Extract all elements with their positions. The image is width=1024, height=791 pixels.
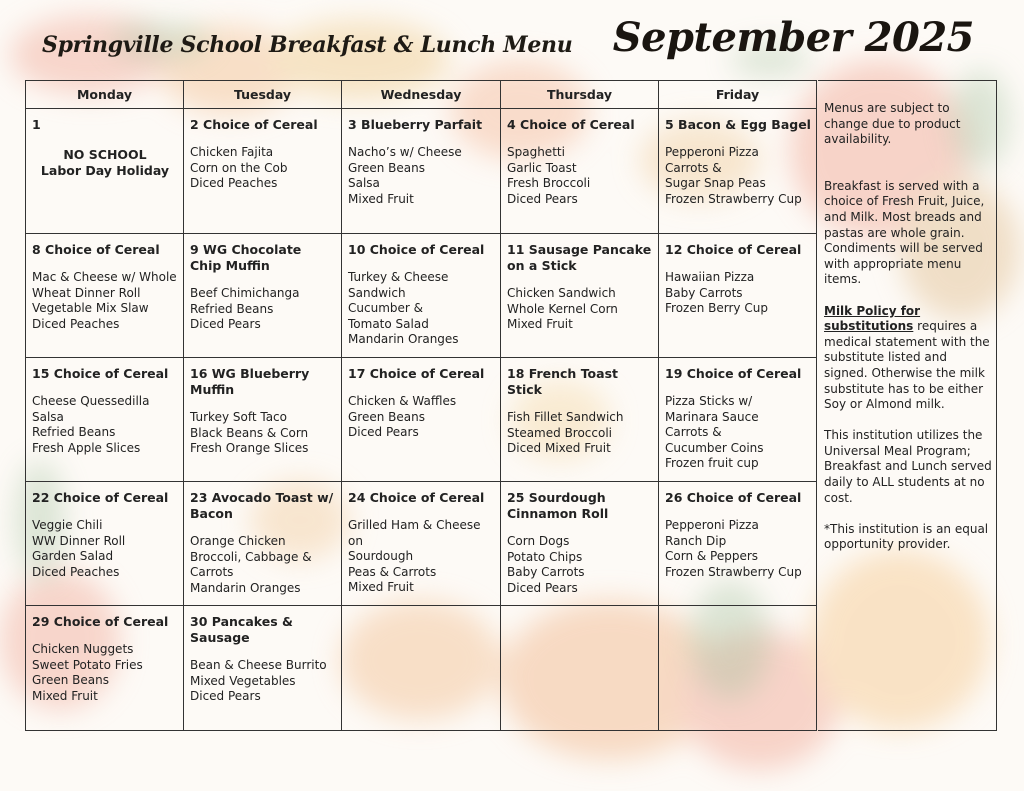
day-cell: [659, 482, 817, 606]
day-cell: [26, 109, 184, 234]
menu-item: Corn & Peppers: [665, 549, 759, 564]
menu-item: Pepperoni Pizza: [665, 145, 759, 159]
menu-item: Chicken & Waffles: [348, 394, 457, 408]
day-title: 4 Choice of Cereal: [507, 117, 635, 132]
day-title: 29 Choice of Cereal: [32, 614, 169, 629]
menu-item: Steamed Broccoli: [507, 425, 613, 440]
day-cell: [184, 482, 342, 606]
menu-items: [665, 270, 811, 317]
availability-notice: Menus are subject to change due to product availability.: [824, 101, 961, 147]
day-title: 15 Choice of Cereal: [32, 366, 169, 381]
day-title: 3 Blueberry Parfait: [348, 117, 483, 132]
menu-item: Diced Mixed Fruit: [507, 441, 611, 456]
menu-item: Diced Pears: [190, 689, 261, 704]
menu-items: [665, 518, 811, 580]
menu-items: [190, 534, 336, 596]
page-title: Springville School Breakfast & Lunch Menu: [42, 32, 573, 58]
menu-item: Mixed Fruit: [348, 191, 414, 206]
menu-item: Frozen Strawberry Cup: [665, 564, 802, 579]
menu-item: Broccoli, Cabbage &: [190, 549, 312, 564]
equal-opportunity-note: *This institution is an equal opportunity provider.: [824, 521, 989, 552]
menu-items: [348, 394, 495, 441]
day-title: 11 Sausage Pancake on a Stick: [507, 242, 652, 273]
weekday-header-thursday: Thursday: [501, 81, 659, 109]
menu-item: Mixed Fruit: [32, 688, 98, 703]
day-cell: [659, 358, 817, 482]
menu-items: [190, 410, 336, 457]
milk-policy-text: requires a medical statement with the substitute listed and signed. Otherwise the milk substitute has to be either Soy or Almond milk.: [824, 319, 990, 412]
day-cell: [501, 234, 659, 358]
menu-item: Wheat Dinner Roll: [32, 285, 141, 300]
weekday-header-monday: Monday: [26, 81, 184, 109]
holiday-note-line: Labor Day Holiday: [40, 163, 170, 178]
menu-item: Chicken Fajita: [190, 145, 274, 159]
holiday-note: [32, 147, 178, 179]
menu-items: [665, 394, 811, 472]
menu-item: Diced Peaches: [32, 316, 120, 331]
holiday-note-line: NO SCHOOL: [63, 147, 147, 162]
menu-item: Carrots &: [665, 425, 722, 440]
day-cell: [342, 358, 501, 482]
day-title: 2 Choice of Cereal: [190, 117, 318, 132]
day-title: 25 Sourdough Cinnamon Roll: [507, 490, 609, 521]
menu-item: Chicken Nuggets: [32, 642, 134, 656]
menu-item: Baby Carrots: [507, 565, 585, 580]
menu-item: Turkey & Cheese: [348, 270, 449, 284]
menu-item: Fresh Apple Slices: [32, 440, 141, 455]
weekday-header-tuesday: Tuesday: [184, 81, 342, 109]
menu-calendar-grid: [25, 80, 817, 731]
menu-item: Mandarin Oranges: [190, 580, 301, 595]
menu-item: Beef Chimichanga: [190, 286, 300, 300]
menu-items: [32, 642, 178, 704]
menu-item: Fish Fillet Sandwich: [507, 410, 624, 424]
menu-item: Diced Pears: [190, 317, 261, 332]
day-cell: [659, 234, 817, 358]
menu-items: [32, 394, 178, 456]
menu-item: Diced Peaches: [32, 564, 120, 579]
day-cell: [501, 482, 659, 606]
menu-item: Vegetable Mix Slaw: [32, 301, 149, 316]
menu-items: [507, 286, 653, 333]
menu-item: Cucumber Coins: [665, 440, 764, 455]
day-title: 16 WG Blueberry Muffin: [190, 366, 310, 397]
menu-item: Salsa: [348, 176, 380, 191]
day-cell: [184, 234, 342, 358]
menu-item: Sourdough: [348, 549, 414, 564]
menu-items: [190, 658, 336, 705]
menu-item: Pizza Sticks w/: [665, 394, 753, 408]
menu-item: Baby Carrots: [665, 285, 743, 300]
menu-item: Sweet Potato Fries: [32, 657, 143, 672]
menu-item: Diced Peaches: [190, 176, 278, 191]
menu-item: Nacho’s w/ Cheese: [348, 145, 462, 159]
menu-item: Green Beans: [348, 160, 425, 175]
menu-item: Carrots &: [665, 160, 722, 175]
menu-item: Carrots: [190, 565, 234, 580]
menu-item: Green Beans: [32, 673, 109, 688]
menu-item: Potato Chips: [507, 549, 583, 564]
day-cell: [342, 606, 501, 731]
menu-item: Frozen Strawberry Cup: [665, 191, 802, 206]
menu-item: Frozen Berry Cup: [665, 301, 768, 316]
menu-item: Tomato Salad: [348, 316, 429, 331]
day-cell: [501, 358, 659, 482]
menu-item: Refried Beans: [190, 301, 274, 316]
menu-item: Mandarin Oranges: [348, 332, 459, 347]
menu-item: Hawaiian Pizza: [665, 270, 755, 284]
day-cell: [26, 482, 184, 606]
menu-items: [665, 145, 811, 207]
universal-meal-note: This institution utilizes the Universal Meal Program; Breakfast and Lunch served daily to ALL students at no cost.: [824, 428, 992, 505]
day-title: 30 Pancakes & Sausage: [190, 614, 293, 645]
menu-items: [32, 270, 178, 332]
day-cell: [184, 606, 342, 731]
menu-notes-sidebar: [818, 80, 997, 731]
day-title: 17 Choice of Cereal: [348, 366, 485, 381]
menu-items: [507, 534, 653, 596]
day-cell: [501, 606, 659, 731]
menu-item: WW Dinner Roll: [32, 533, 126, 548]
day-title: 8 Choice of Cereal: [32, 242, 160, 257]
day-title: 10 Choice of Cereal: [348, 242, 485, 257]
menu-item: Marinara Sauce: [665, 409, 759, 424]
day-cell: [26, 358, 184, 482]
menu-item: Sugar Snap Peas: [665, 176, 766, 191]
month-heading: September 2025: [612, 14, 974, 61]
day-title: 19 Choice of Cereal: [665, 366, 802, 381]
menu-item: Green Beans: [348, 409, 425, 424]
menu-item: Mac & Cheese w/ Whole: [32, 270, 177, 284]
day-title: 9 WG Chocolate Chip Muffin: [190, 242, 302, 273]
menu-items: [348, 518, 495, 596]
menu-item: Black Beans & Corn: [190, 425, 309, 440]
menu-item: Fresh Orange Slices: [190, 441, 309, 456]
menu-items: [190, 286, 336, 333]
day-title: 22 Choice of Cereal: [32, 490, 169, 505]
menu-item: Cheese Quessedilla: [32, 394, 150, 408]
menu-item: Grilled Ham & Cheese on: [348, 518, 481, 548]
menu-item: Mixed Fruit: [348, 580, 414, 595]
menu-item: Sandwich: [348, 285, 406, 300]
day-cell: [26, 234, 184, 358]
day-cell: [501, 109, 659, 234]
menu-item: Bean & Cheese Burrito: [190, 658, 327, 672]
day-title: 5 Bacon & Egg Bagel: [665, 117, 811, 132]
menu-item: Ranch Dip: [665, 533, 727, 548]
day-title: 26 Choice of Cereal: [665, 490, 802, 505]
day-title: 24 Choice of Cereal: [348, 490, 485, 505]
menu-item: Diced Pears: [507, 191, 578, 206]
weekday-header-wednesday: Wednesday: [342, 81, 501, 109]
milk-policy: [824, 304, 992, 413]
menu-item: Garden Salad: [32, 549, 114, 564]
day-title: 23 Avocado Toast w/ Bacon: [190, 490, 334, 521]
menu-item: Spaghetti: [507, 145, 565, 159]
menu-item: Diced Pears: [507, 580, 578, 595]
menu-item: Corn on the Cob: [190, 160, 288, 175]
menu-item: Frozen fruit cup: [665, 456, 759, 471]
menu-items: [348, 145, 495, 207]
day-cell: [184, 109, 342, 234]
menu-items: [348, 270, 495, 348]
day-cell: [659, 606, 817, 731]
menu-items: [507, 410, 653, 457]
menu-item: Veggie Chili: [32, 518, 103, 532]
day-cell: [184, 358, 342, 482]
menu-item: Salsa: [32, 409, 64, 424]
day-cell: [342, 482, 501, 606]
menu-item: Cucumber &: [348, 301, 423, 316]
day-title: 12 Choice of Cereal: [665, 242, 802, 257]
menu-item: Diced Pears: [348, 425, 419, 440]
day-cell: [342, 234, 501, 358]
day-cell: [342, 109, 501, 234]
menu-item: Peas & Carrots: [348, 564, 437, 579]
menu-item: Whole Kernel Corn: [507, 301, 618, 316]
menu-item: Orange Chicken: [190, 534, 286, 548]
menu-item: Fresh Broccoli: [507, 176, 591, 191]
menu-item: Pepperoni Pizza: [665, 518, 759, 532]
menu-item: Corn Dogs: [507, 534, 570, 548]
milk-policy-title: Milk Policy for substitutions: [824, 303, 921, 334]
weekday-header-friday: Friday: [659, 81, 817, 109]
menu-item: Turkey Soft Taco: [190, 410, 287, 424]
menu-item: Mixed Fruit: [507, 317, 573, 332]
menu-item: Mixed Vegetables: [190, 673, 296, 688]
menu-item: Garlic Toast: [507, 160, 577, 175]
day-title: 1: [32, 117, 41, 132]
day-cell: [659, 109, 817, 234]
breakfast-note: Breakfast is served with a choice of Fresh Fruit, Juice, and Milk. Most breads and pastas are whole grain. Condiments will be served with appropriate menu items.: [824, 178, 985, 287]
menu-items: [190, 145, 336, 192]
menu-items: [507, 145, 653, 207]
menu-item: Chicken Sandwich: [507, 286, 616, 300]
day-cell: [26, 606, 184, 731]
menu-item: Refried Beans: [32, 425, 116, 440]
day-title: 18 French Toast Stick: [507, 366, 618, 397]
menu-items: [32, 518, 178, 580]
